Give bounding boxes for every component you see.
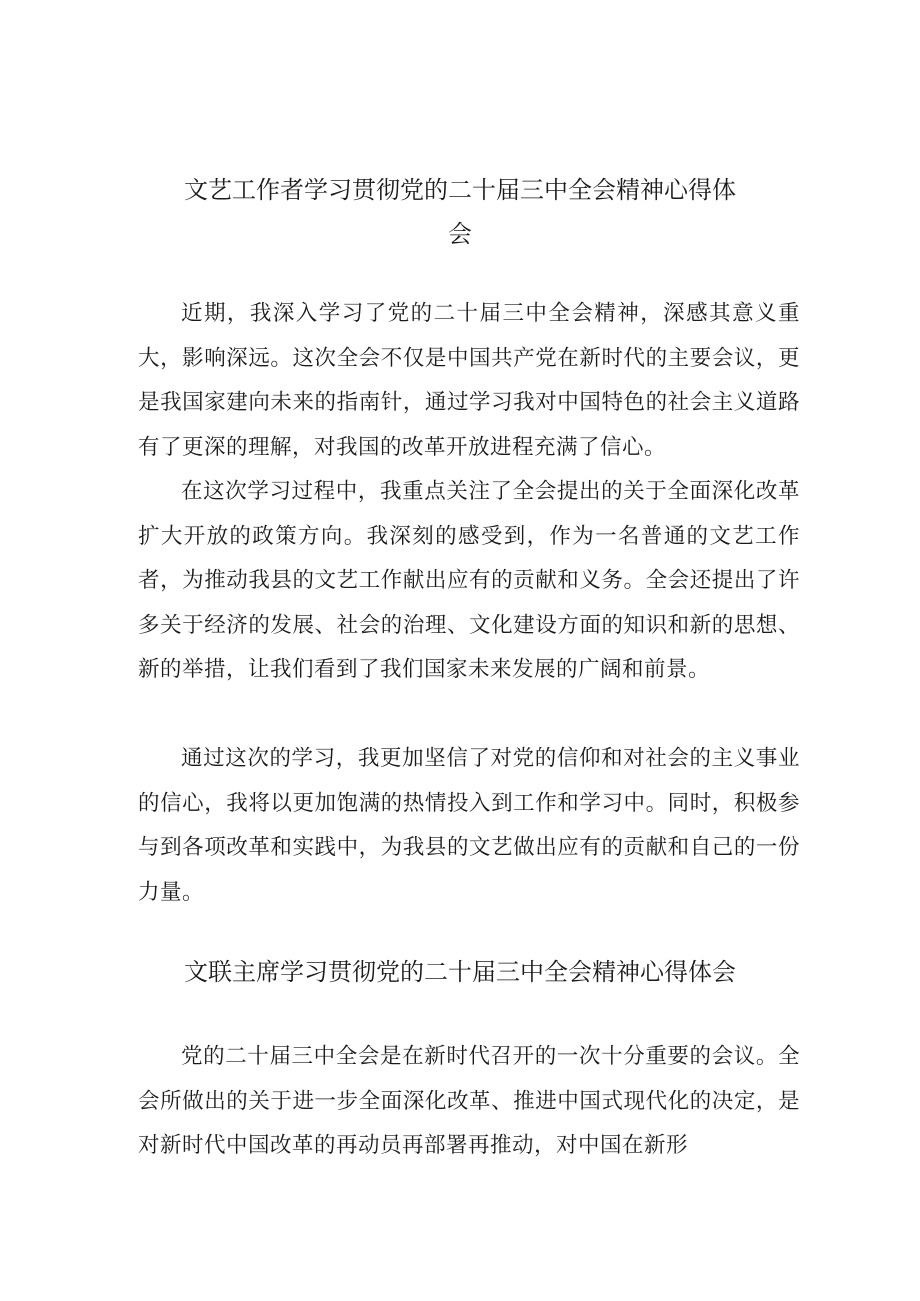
article-1-paragraph-1: 近期，我深入学习了党的二十届三中全会精神，深感其意义重大，影响深远。这次全会不仅是中国共产党在新时代的主要会议，更是我国家建向未来的指南针，通过学习我对中国特色的社会主义道路有了更深的理解，对我国的改革开放进程充满了信心。 [138, 301, 800, 460]
article-1-title [0, 168, 920, 256]
article-1-title-line-2: 会 [448, 220, 472, 248]
article-1-paragraph-2: 在这次学习过程中，我重点关注了全会提出的关于全面深化改革扩大开放的政策方向。我深刻的感受到，作为一名普通的文艺工作者，为推动我县的文艺工作献出应有的贡献和义务。全会还提出了许多关于经济的发展、社会的治理、文化建设方面的知识和新的思想、新的举措，让我们看到了我们国家未来发展的广阔和前景。 [138, 479, 800, 682]
article-2-title: 文联主席学习贯彻党的二十届三中全会精神心得体会 [184, 958, 736, 986]
article-2-paragraph-1: 党的二十届三中全会是在新时代召开的一次十分重要的会议。全会所做出的关于进一步全面深化改革、推进中国式现代化的决定，是对新时代中国改革的再动员再部署再推动，对中国在新形 [138, 1044, 800, 1158]
article-1-title-line-1: 文艺工作者学习贯彻党的二十届三中全会精神心得体 [184, 176, 736, 204]
article-1-paragraph-3: 通过这次的学习，我更加坚信了对党的信仰和对社会的主义事业的信心，我将以更加饱满的热情投入到工作和学习中。同时，积极参与到各项改革和实践中，为我县的文艺做出应有的贡献和自己的一份力量。 [138, 746, 800, 905]
